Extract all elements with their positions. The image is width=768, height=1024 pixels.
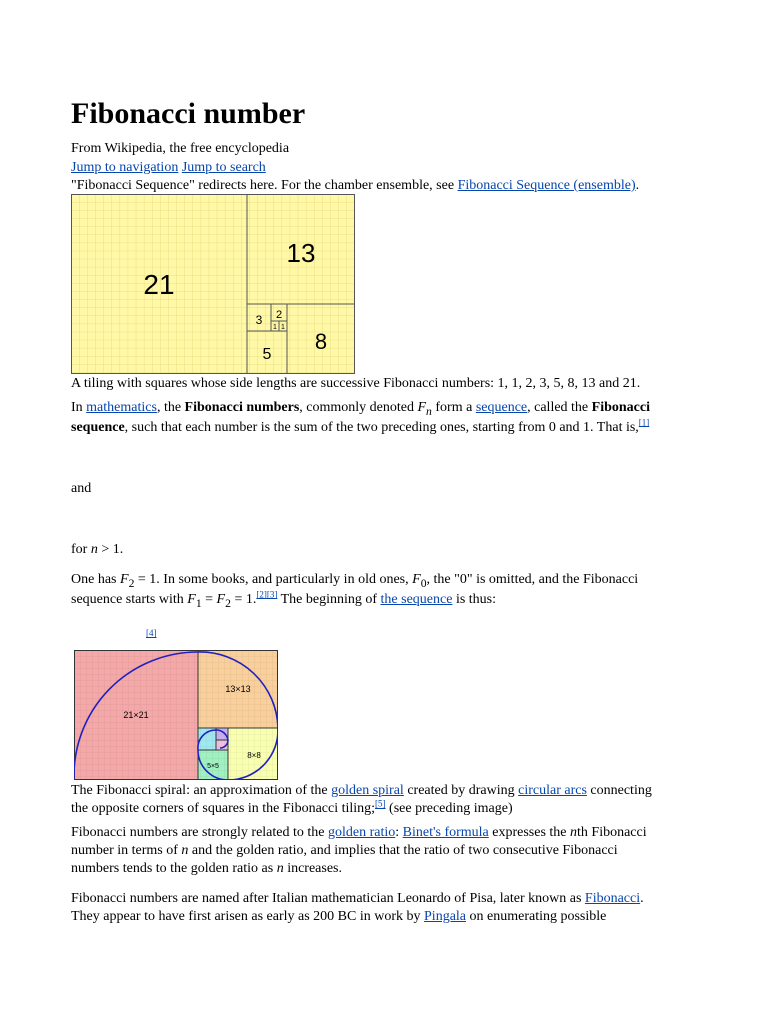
- tile-label-3: 3: [255, 313, 263, 327]
- tile-label-5: 5: [262, 346, 272, 363]
- f-subscript: 2: [225, 596, 231, 610]
- spiral-caption: [71, 782, 701, 818]
- fibonacci-link[interactable]: Fibonacci: [584, 891, 641, 906]
- intro-text: In: [71, 400, 87, 415]
- one-has-text: is thus:: [452, 591, 497, 607]
- the-sequence-link[interactable]: the sequence: [380, 591, 453, 607]
- tile-label-8: 8: [314, 329, 328, 354]
- fibonacci-sequence-term: Fibonacci sequence: [71, 400, 650, 435]
- ref-2-link[interactable]: [2]: [256, 589, 267, 600]
- jump-links: [71, 159, 266, 177]
- ensemble-link[interactable]: Fibonacci Sequence (ensemble): [457, 178, 636, 193]
- f-subscript: 2: [128, 576, 135, 590]
- page-title: Fibonacci number: [71, 97, 306, 130]
- fibonacci-spiral-image[interactable]: [74, 650, 278, 780]
- golden-text: increases.: [283, 861, 342, 877]
- named-text: Fibonacci numbers are named after Italian mathematician Leonardo of Pisa, later known as: [71, 891, 585, 906]
- f-symbol: F: [216, 591, 226, 607]
- golden-text: and the golden ratio, and implies that the ratio of two consecutive Fibonacci: [188, 843, 618, 859]
- golden-text: Fibonacci numbers are strongly related to the: [71, 825, 328, 840]
- fibonacci-tiling-image[interactable]: [71, 194, 355, 374]
- intro-text: , commonly denoted: [299, 400, 418, 415]
- for-text: > 1.: [97, 542, 124, 557]
- spiral-caption-text: connecting: [586, 783, 652, 798]
- golden-text: numbers tends to the golden ratio as: [71, 861, 277, 877]
- ref-4-container: [146, 628, 157, 640]
- one-has-text: sequence starts with: [71, 591, 188, 607]
- ref-1-link[interactable]: [1]: [638, 417, 650, 428]
- jump-to-search-link[interactable]: Jump to search: [181, 160, 266, 175]
- named-text: They appear to have first arisen as early as 200 BC in work by: [71, 909, 425, 925]
- fibonacci-numbers-term: Fibonacci numbers: [184, 400, 300, 415]
- hatnote: [71, 177, 639, 195]
- tiling-caption: A tiling with squares whose side lengths are successive Fibonacci numbers: 1, 1, 2, 3, 5, 8, 13 and 21.: [71, 376, 641, 391]
- spiral-caption-text: the opposite corners of squares in the Fibonacci tiling;: [71, 801, 376, 817]
- f-symbol: F: [412, 572, 421, 587]
- spiral-label-5: 5×5: [207, 763, 219, 770]
- jump-to-navigation-link[interactable]: Jump to navigation: [71, 160, 179, 175]
- golden-text: expresses the: [488, 825, 571, 840]
- n-variable: n: [276, 861, 284, 877]
- sequence-link[interactable]: sequence: [475, 400, 528, 415]
- spiral-caption-text: The Fibonacci spiral: an approximation of the: [71, 783, 332, 798]
- one-has-text: = 1. In some books, and particularly in old ones,: [134, 572, 413, 587]
- n-variable: n: [570, 825, 578, 840]
- tile-label-2: 2: [275, 309, 283, 321]
- golden-ratio-paragraph: [71, 824, 701, 879]
- golden-text: th Fibonacci: [577, 825, 647, 840]
- ref-4-link[interactable]: [4]: [146, 628, 157, 638]
- n-variable: n: [181, 843, 189, 859]
- f-symbol: F: [187, 591, 196, 607]
- tile-label-21: 21: [143, 269, 175, 300]
- named-text: .: [640, 891, 644, 906]
- hatnote-text: "Fibonacci Sequence" redirects here. For the chamber ensemble, see: [71, 178, 458, 193]
- golden-spiral-link[interactable]: golden spiral: [331, 783, 404, 798]
- f-subscript: 1: [195, 596, 202, 610]
- one-has-text: The beginning of: [277, 591, 381, 607]
- ref-3-link[interactable]: [3]: [266, 589, 278, 600]
- golden-text: :: [395, 825, 403, 840]
- spiral-label-13: 13×13: [225, 684, 251, 694]
- circular-arcs-link[interactable]: circular arcs: [518, 783, 587, 798]
- tagline: From Wikipedia, the free encyclopedia: [71, 141, 290, 156]
- ref-5-link[interactable]: [5]: [375, 798, 386, 809]
- hatnote-end: .: [635, 178, 640, 193]
- one-has-paragraph: [71, 571, 701, 611]
- one-has-text: =: [201, 591, 217, 607]
- for-text: for: [71, 542, 91, 557]
- pingala-link[interactable]: Pingala: [424, 909, 467, 925]
- one-has-text: , the "0" is omitted, and the Fibonacci: [426, 572, 639, 587]
- tile-label-1b: 1: [281, 324, 285, 331]
- f-subscript: 0: [420, 576, 427, 590]
- intro-text: , called the: [527, 400, 592, 415]
- one-has-text: One has: [71, 572, 120, 587]
- spiral-caption-text: (see preceding image): [385, 801, 513, 817]
- spiral-label-21: 21×21: [123, 710, 149, 720]
- intro-text: form a: [431, 400, 476, 415]
- tile-label-1a: 1: [273, 324, 277, 331]
- tile-label-13: 13: [286, 238, 316, 268]
- spiral-label-8: 8×8: [247, 751, 261, 760]
- for-n-text: [71, 541, 123, 559]
- intro-paragraph: [71, 399, 701, 437]
- and-text: and: [71, 481, 92, 496]
- f-symbol: F: [120, 572, 129, 587]
- binets-formula-link[interactable]: Binet's formula: [402, 825, 489, 840]
- named-text: on enumerating possible: [466, 909, 607, 925]
- f-symbol: F: [417, 400, 427, 415]
- golden-text: number in terms of: [71, 843, 182, 859]
- n-variable: n: [90, 542, 98, 557]
- golden-ratio-link[interactable]: golden ratio: [327, 825, 396, 840]
- one-has-text: = 1.: [230, 591, 257, 607]
- intro-text: , such that each number is the sum of the two preceding ones, starting from 0 and 1. That is,: [124, 419, 639, 435]
- named-after-paragraph: [71, 890, 701, 926]
- spiral-caption-text: created by drawing: [403, 783, 519, 798]
- intro-text: , the: [156, 400, 185, 415]
- mathematics-link[interactable]: mathematics: [86, 400, 157, 415]
- f-subscript: n: [426, 404, 432, 418]
